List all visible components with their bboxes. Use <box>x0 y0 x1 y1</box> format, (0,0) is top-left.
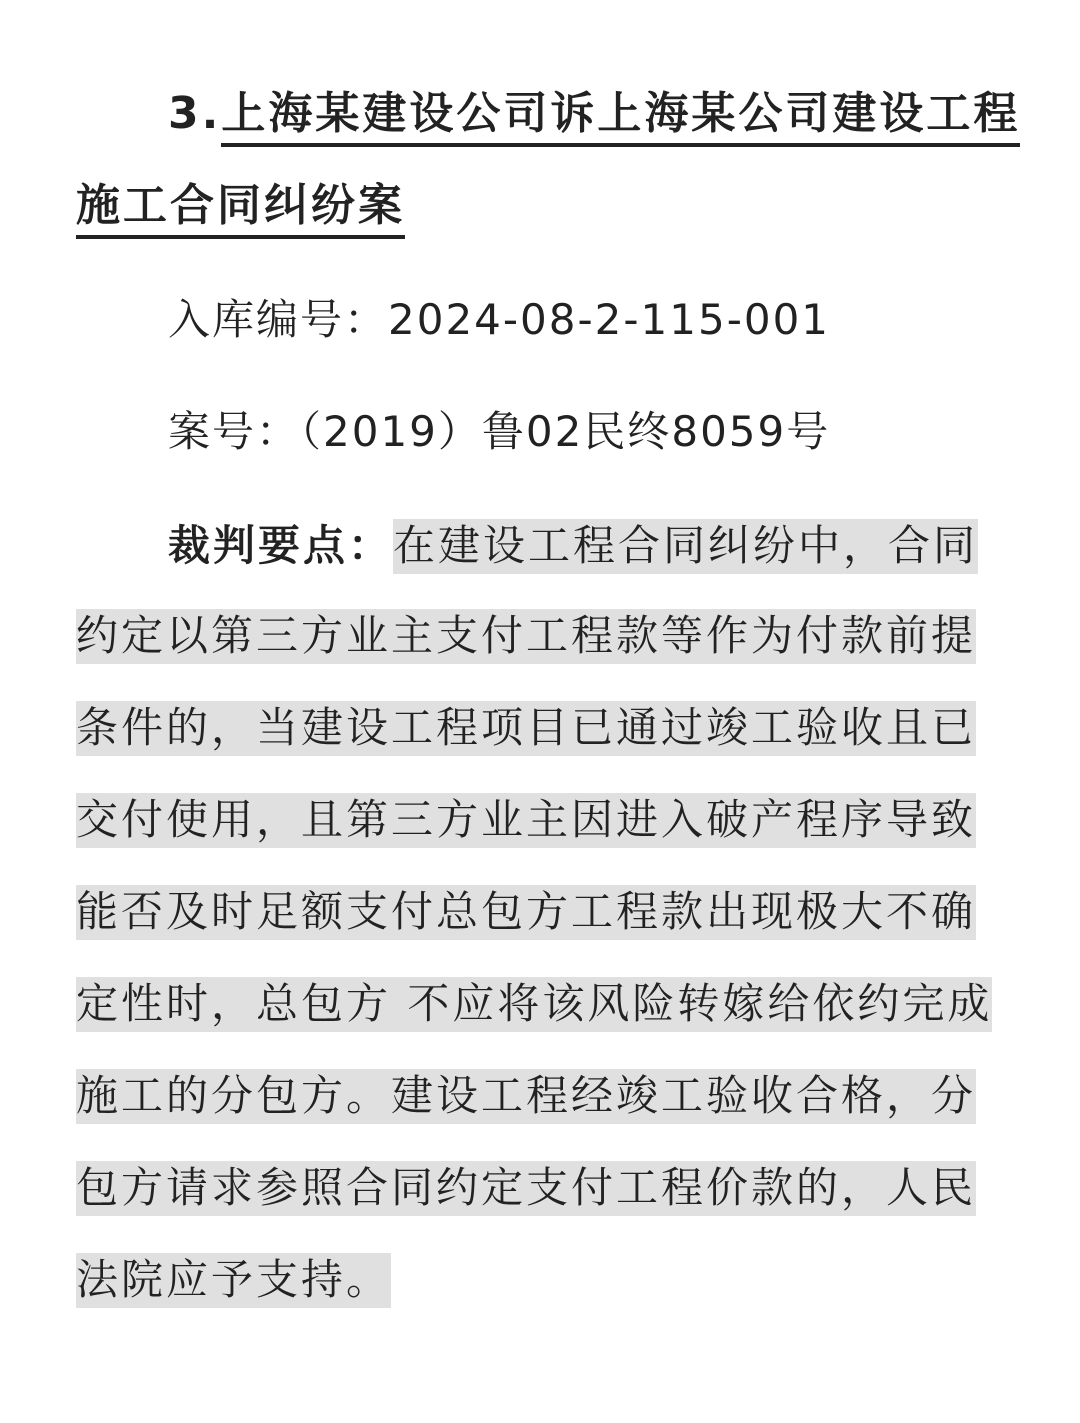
case-title-part-1: 上海某建设公司诉上海某公司建设工程 <box>221 88 1020 147</box>
entry-number-line <box>168 294 830 346</box>
entry-number-label: 入库编号： <box>168 295 389 344</box>
judgment-text: 在建设工程合同纠纷中，合同 <box>393 519 978 574</box>
judgment-line-2 <box>76 610 976 662</box>
judgment-text: 施工的分包方。建设工程经竣工验收合格，分 <box>76 1069 976 1124</box>
judgment-text: 包方请求参照合同约定支付工程价款的，人民 <box>76 1161 976 1216</box>
judgment-line-3 <box>76 702 976 754</box>
case-number-prefix: 3. <box>168 88 222 139</box>
judgment-label: 裁判要点： <box>168 521 394 570</box>
case-number-label: 案号： <box>168 407 301 456</box>
case-number-line <box>168 406 830 458</box>
judgment-text: 约定以第三方业主支付工程款等作为付款前提 <box>76 609 976 664</box>
entry-number-value: 2024-08-2-115-001 <box>388 295 831 344</box>
judgment-line-4 <box>76 794 976 846</box>
case-number-value: （2019）鲁02民终8059号 <box>300 407 831 456</box>
judgment-text: 条件的，当建设工程项目已通过竣工验收且已 <box>76 701 976 756</box>
judgment-line-8 <box>76 1162 976 1214</box>
judgment-text: 法院应予支持。 <box>76 1253 391 1308</box>
judgment-text: 交付使用，且第三方业主因进入破产程序导致 <box>76 793 976 848</box>
judgment-line-5 <box>76 886 976 938</box>
judgment-line-9 <box>76 1254 391 1306</box>
case-title-line-2 <box>76 180 405 232</box>
case-title-part-2: 施工合同纠纷案 <box>76 180 405 239</box>
case-title-line-1 <box>168 88 1020 140</box>
judgment-text: 定性时，总包方 不应将该风险转嫁给依约完成 <box>76 977 992 1032</box>
judgment-line-6 <box>76 978 992 1030</box>
judgment-line-1 <box>168 520 978 572</box>
judgment-text: 能否及时足额支付总包方工程款出现极大不确 <box>76 885 976 940</box>
judgment-line-7 <box>76 1070 976 1122</box>
